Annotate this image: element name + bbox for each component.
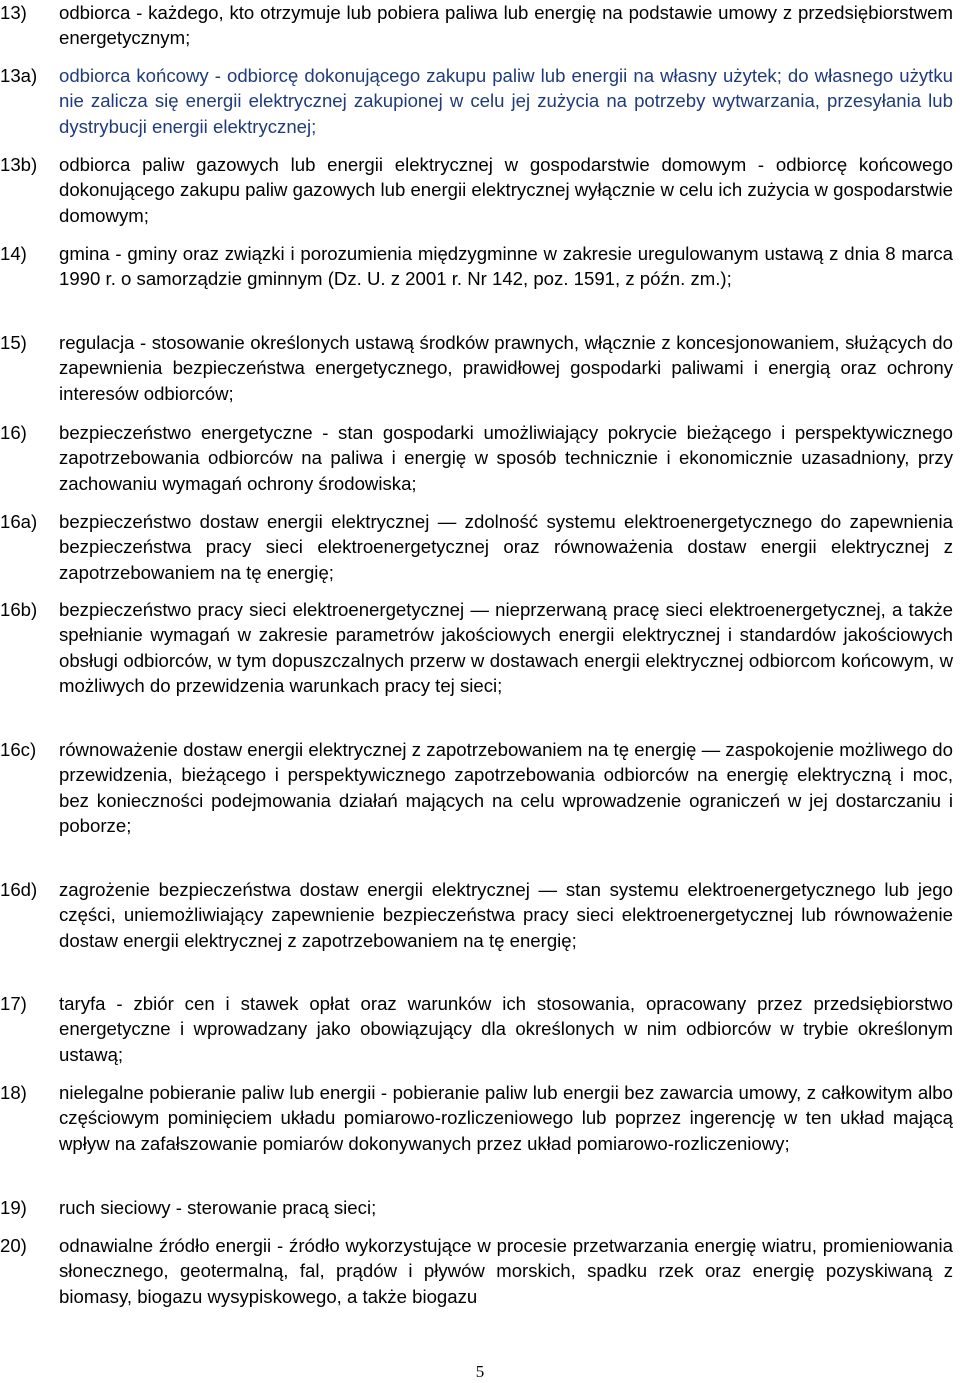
entry-number: 16b) [0,599,38,620]
definition-14 [0,241,953,292]
entry-text: odnawialne źródło energii - źródło wykorzystujące w procesie przetwarzania energię wiatru, promieniowania słonecznego, geotermalną, fal, prądów i pływów morskich, spadku rzek oraz energię pozyskiwaną z biomasy, biogazu wysypiskowego, a także biogazu [59,1235,953,1307]
entry-text: bezpieczeństwo pracy sieci elektroenergetycznej — nieprzerwaną pracę sieci elektroenergetycznej, a także spełnianie wymagań w zakresie parametrów jakościowych energii elektrycznej i standardów jakościowych obsługi odbiorców, w tym dopuszczalnych przerw w dostawach energii elektrycznej odbiorcom końcowym, w możliwych do przewidzenia warunkach pracy tej sieci; [59,599,953,696]
entry-number: 14) [0,243,27,264]
entry-text: nielegalne pobieranie paliw lub energii - pobieranie paliw lub energii bez zawarcia umowy, z całkowitym albo częściowym pominięciem układu pomiarowo-rozliczeniowego lub poprzez ingerencję w ten układ mającą wpływ na zafałszowanie pomiarów dokonywanych przez układ pomiarowo-rozliczeniowy; [59,1082,953,1154]
entry-text: odbiorca końcowy - odbiorcę dokonującego zakupu paliw lub energii na własny użytek; do własnego użytku nie zalicza się energii elektrycznej zakupionej w celu jej zużycia na potrzeby wytwarzania, przesyłania lub dystrybucji energii elektrycznej; [59,65,953,137]
definition-16b [0,597,953,698]
entry-text: odbiorca paliw gazowych lub energii elektrycznej w gospodarstwie domowym - odbiorcę końcowego dokonującego zakupu paliw gazowych lub energii elektrycznej wyłącznie w celu ich zużycia w gospodarstwie domowym; [59,154,953,226]
entry-number: 16d) [0,879,38,900]
entry-text: bezpieczeństwo energetyczne - stan gospodarki umożliwiający pokrycie bieżącego i perspektywicznego zapotrzebowania odbiorców na paliwa i energię w sposób technicznie i ekonomicznie uzasadniony, przy zachowaniu wymagań ochrony środowiska; [59,422,953,494]
entry-text: ruch sieciowy - sterowanie pracą sieci; [59,1197,377,1218]
entry-number: 13) [0,2,27,23]
definition-17 [0,991,953,1067]
entry-number: 13b) [0,154,38,175]
entry-number: 16c) [0,739,37,760]
entry-number: 13a) [0,65,38,86]
definition-18 [0,1080,953,1156]
definition-13a [0,63,953,139]
entry-number: 16a) [0,511,38,532]
entry-text: odbiorca - każdego, kto otrzymuje lub pobiera paliwa lub energię na podstawie umowy z przedsiębiorstwem energetycznym; [59,2,953,49]
entry-text: równoważenie dostaw energii elektrycznej z zapotrzebowaniem na tę energię — zaspokojenie możliwego do przewidzenia, bieżącego i perspektywicznego zapotrzebowania odbiorców na energię elektryczną i moc, bez konieczności podejmowania działań mających na celu wprowadzenie ograniczeń w jej dostarczaniu i poborze; [59,739,953,836]
entry-number: 15) [0,332,27,353]
definition-19 [0,1195,953,1220]
definition-16c [0,737,953,838]
entry-number: 17) [0,993,27,1014]
definition-16d [0,877,953,953]
definition-15 [0,330,953,406]
entry-number: 19) [0,1197,27,1218]
definition-13 [0,0,953,51]
entry-number: 18) [0,1082,27,1103]
entry-text: regulacja - stosowanie określonych ustawą środków prawnych, włącznie z koncesjonowaniem, służących do zapewnienia bezpieczeństwa energetycznego, prawidłowej gospodarki paliwami i energią oraz ochrony interesów odbiorców; [59,332,953,404]
definition-20 [0,1233,953,1309]
definition-16a [0,509,953,585]
entry-text: gmina - gminy oraz związki i porozumienia międzygminne w zakresie uregulowanym ustawą z dnia 8 marca 1990 r. o samorządzie gminnym (Dz. U. z 2001 r. Nr 142, poz. 1591, z późn. zm.); [59,243,953,290]
entry-text: zagrożenie bezpieczeństwa dostaw energii elektrycznej — stan systemu elektroenergetycznego lub jego części, uniemożliwiający zapewnienie bezpieczeństwa pracy sieci elektroenergetycznej lub równoważenie dostaw energii elektrycznej z zapotrzebowaniem na tę energię; [59,879,953,951]
definition-13b [0,152,953,228]
definition-16 [0,420,953,496]
page-number: 5 [475,1362,485,1381]
entry-number: 20) [0,1235,27,1256]
entry-text: bezpieczeństwo dostaw energii elektrycznej — zdolność systemu elektroenergetycznego do zapewnienia bezpieczeństwa pracy sieci elektroenergetycznej oraz równoważenia dostaw energii elektrycznej z zapotrzebowaniem na tę energię; [59,511,953,583]
entry-number: 16) [0,422,27,443]
entry-text: taryfa - zbiór cen i stawek opłat oraz warunków ich stosowania, opracowany przez przedsiębiorstwo energetyczne i wprowadzany jako obowiązujący dla określonych w nim odbiorców w trybie określonym ustawą; [59,993,953,1065]
